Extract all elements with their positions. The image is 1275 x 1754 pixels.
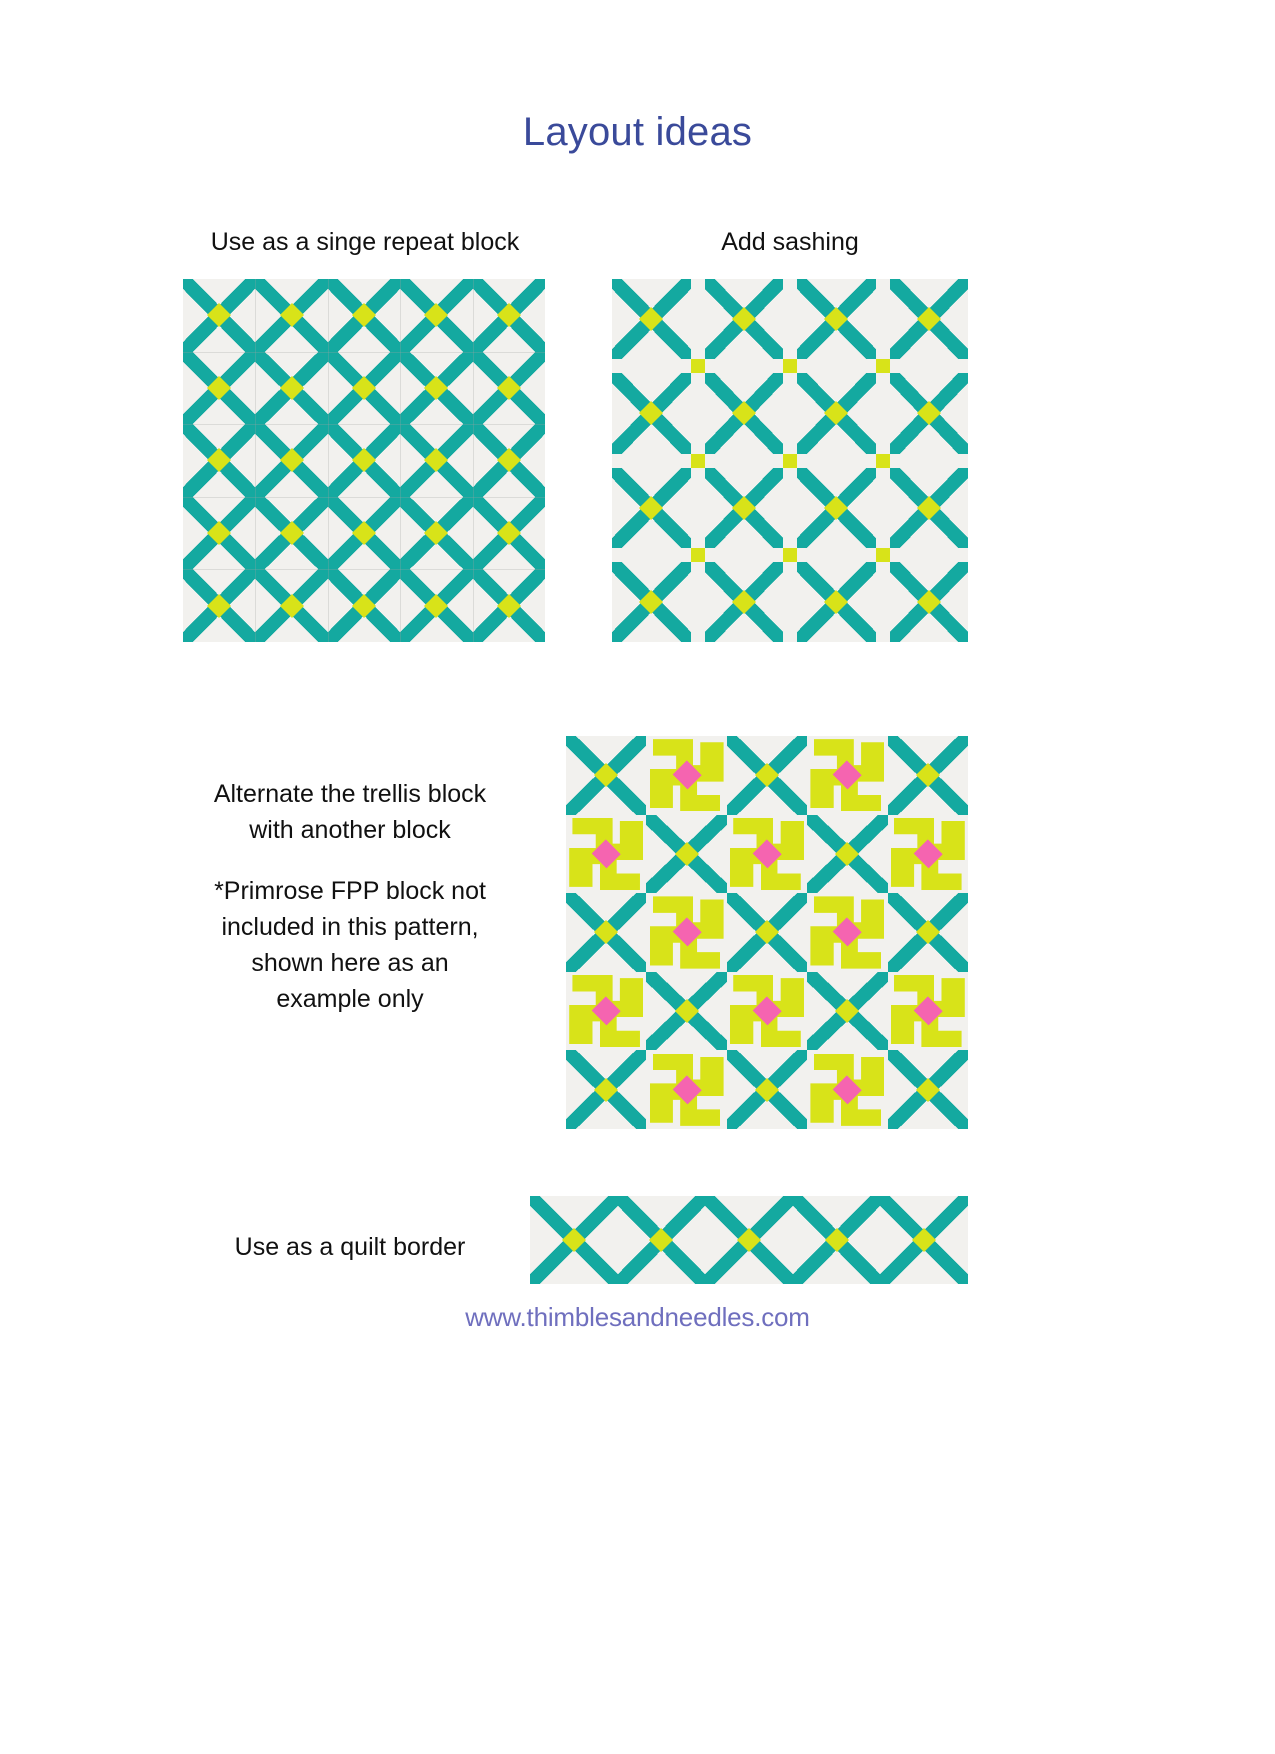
yellow-diamond xyxy=(207,303,231,327)
trellis-x-block xyxy=(705,468,784,548)
yellow-cornerstone xyxy=(691,359,705,373)
quilt-grid-alternate xyxy=(566,736,968,1129)
yellow-diamond xyxy=(825,1228,849,1252)
yellow-cornerstone xyxy=(691,454,705,468)
trellis-x-block xyxy=(727,893,807,972)
primrose-fpp-block xyxy=(807,736,887,815)
yellow-diamond xyxy=(824,401,848,425)
sashing-strip xyxy=(691,279,705,359)
yellow-diamond xyxy=(732,496,756,520)
primrose-fpp-block xyxy=(646,893,726,972)
trellis-x-block xyxy=(566,893,646,972)
trellis-x-block xyxy=(255,497,327,570)
yellow-cornerstone xyxy=(783,359,797,373)
sashing-strip xyxy=(890,548,969,562)
seam-line xyxy=(183,424,545,425)
trellis-x-block xyxy=(328,279,400,352)
trellis-x-block xyxy=(566,736,646,815)
yellow-diamond xyxy=(649,1228,673,1252)
trellis-x-block xyxy=(793,1196,881,1284)
primrose-fpp-block xyxy=(566,972,646,1051)
trellis-x-block xyxy=(705,562,784,642)
yellow-cornerstone xyxy=(876,454,890,468)
trellis-x-block xyxy=(473,352,545,425)
trellis-x-block xyxy=(705,279,784,359)
yellow-cornerstone xyxy=(783,454,797,468)
yellow-diamond xyxy=(352,448,376,472)
sashing-strip xyxy=(890,359,969,373)
yellow-diamond xyxy=(916,1078,940,1102)
yellow-diamond xyxy=(917,401,941,425)
yellow-diamond xyxy=(352,376,376,400)
trellis-x-block xyxy=(797,373,876,453)
primrose-fpp-block xyxy=(888,815,968,894)
sashing-strip xyxy=(612,359,691,373)
caption-note-line-2: included in this pattern, xyxy=(221,912,479,941)
primrose-fpp-block xyxy=(727,815,807,894)
yellow-diamond xyxy=(917,307,941,331)
trellis-x-block xyxy=(400,497,472,570)
trellis-x-block xyxy=(473,424,545,497)
yellow-diamond xyxy=(594,1078,618,1102)
yellow-diamond xyxy=(280,303,304,327)
yellow-diamond xyxy=(835,842,859,866)
page-title: Layout ideas xyxy=(522,110,753,154)
primrose-fpp-block xyxy=(807,893,887,972)
trellis-x-block xyxy=(183,497,255,570)
trellis-x-block xyxy=(400,279,472,352)
trellis-x-block xyxy=(727,736,807,815)
caption-spacer xyxy=(140,849,560,873)
sashing-strip xyxy=(876,468,890,548)
quilt-diagram-alternate xyxy=(566,736,968,1129)
sashing-strip xyxy=(783,279,797,359)
sashing-strip xyxy=(890,454,969,468)
yellow-diamond xyxy=(497,303,521,327)
trellis-x-block xyxy=(328,424,400,497)
sashing-strip xyxy=(876,562,890,642)
yellow-diamond xyxy=(207,521,231,545)
trellis-x-block xyxy=(888,893,968,972)
yellow-cornerstone xyxy=(876,548,890,562)
seam-line xyxy=(255,279,256,642)
yellow-diamond xyxy=(352,303,376,327)
trellis-x-block xyxy=(183,569,255,642)
primrose-fpp-block xyxy=(807,1050,887,1129)
yellow-diamond xyxy=(824,590,848,614)
yellow-diamond xyxy=(732,307,756,331)
sashing-strip xyxy=(783,562,797,642)
trellis-x-block xyxy=(328,569,400,642)
sashing-cornerstone xyxy=(876,359,890,373)
yellow-diamond xyxy=(639,590,663,614)
sashing-strip xyxy=(705,548,784,562)
trellis-x-block xyxy=(880,1196,968,1284)
trellis-x-block xyxy=(705,1196,793,1284)
yellow-diamond xyxy=(497,448,521,472)
trellis-x-block xyxy=(612,562,691,642)
sashing-strip xyxy=(876,279,890,359)
caption-alternate-line-2: with another block xyxy=(249,816,451,845)
trellis-x-block xyxy=(646,972,726,1051)
trellis-x-block xyxy=(255,424,327,497)
yellow-diamond xyxy=(424,376,448,400)
sashing-strip xyxy=(797,359,876,373)
yellow-diamond xyxy=(424,521,448,545)
yellow-diamond xyxy=(755,1078,779,1102)
yellow-diamond xyxy=(755,763,779,787)
yellow-diamond xyxy=(824,307,848,331)
seam-line xyxy=(328,279,329,642)
trellis-x-block xyxy=(473,279,545,352)
sashing-strip xyxy=(691,373,705,453)
yellow-diamond xyxy=(675,842,699,866)
primrose-fpp-block xyxy=(646,1050,726,1129)
yellow-diamond xyxy=(835,999,859,1023)
sashing-strip xyxy=(783,468,797,548)
trellis-x-block xyxy=(530,1196,618,1284)
quilt-diagram-sashing xyxy=(612,279,968,642)
primrose-fpp-block xyxy=(646,736,726,815)
sashing-strip xyxy=(876,373,890,453)
sashing-cornerstone xyxy=(876,454,890,468)
yellow-diamond xyxy=(824,496,848,520)
trellis-x-block xyxy=(255,569,327,642)
sashing-strip xyxy=(797,548,876,562)
yellow-diamond xyxy=(594,920,618,944)
quilt-diagram-border xyxy=(530,1196,968,1284)
sashing-cornerstone xyxy=(691,548,705,562)
sashing-cornerstone xyxy=(783,359,797,373)
yellow-diamond xyxy=(732,401,756,425)
yellow-diamond xyxy=(424,303,448,327)
quilt-grid-border xyxy=(530,1196,968,1284)
sashing-cornerstone xyxy=(876,548,890,562)
trellis-x-block xyxy=(328,352,400,425)
trellis-x-block xyxy=(255,352,327,425)
yellow-diamond xyxy=(352,521,376,545)
sashing-cornerstone xyxy=(691,359,705,373)
yellow-diamond xyxy=(912,1228,936,1252)
caption-note-line-1: *Primrose FPP block not xyxy=(214,876,486,905)
quilt-diagram-single-repeat xyxy=(183,279,545,642)
yellow-diamond xyxy=(639,307,663,331)
sashing-cornerstone xyxy=(691,454,705,468)
sashing-strip xyxy=(691,562,705,642)
yellow-diamond xyxy=(352,594,376,618)
yellow-diamond xyxy=(207,594,231,618)
trellis-x-block xyxy=(473,497,545,570)
yellow-diamond xyxy=(917,590,941,614)
trellis-x-block xyxy=(797,562,876,642)
yellow-diamond xyxy=(594,763,618,787)
yellow-diamond xyxy=(280,448,304,472)
sashing-strip xyxy=(797,454,876,468)
sashing-strip xyxy=(783,373,797,453)
trellis-x-block xyxy=(727,1050,807,1129)
yellow-diamond xyxy=(639,496,663,520)
yellow-diamond xyxy=(207,448,231,472)
yellow-diamond xyxy=(280,594,304,618)
sashing-strip xyxy=(612,548,691,562)
trellis-x-block xyxy=(705,373,784,453)
sashing-cornerstone xyxy=(783,548,797,562)
primrose-fpp-block xyxy=(566,815,646,894)
yellow-diamond xyxy=(639,401,663,425)
yellow-diamond xyxy=(917,496,941,520)
trellis-x-block xyxy=(400,569,472,642)
trellis-x-block xyxy=(612,279,691,359)
yellow-diamond xyxy=(497,521,521,545)
quilt-grid-single xyxy=(183,279,545,642)
yellow-diamond xyxy=(424,594,448,618)
yellow-diamond xyxy=(732,590,756,614)
seam-line xyxy=(183,352,545,353)
yellow-diamond xyxy=(497,594,521,618)
caption-alternate-block xyxy=(140,776,560,1018)
trellis-x-block xyxy=(183,352,255,425)
yellow-diamond xyxy=(755,920,779,944)
yellow-cornerstone xyxy=(783,548,797,562)
trellis-x-block xyxy=(612,468,691,548)
sashing-strip xyxy=(705,454,784,468)
trellis-x-block xyxy=(888,736,968,815)
seam-line xyxy=(473,279,474,642)
trellis-x-block xyxy=(618,1196,706,1284)
seam-line xyxy=(183,569,545,570)
yellow-diamond xyxy=(207,376,231,400)
yellow-diamond xyxy=(737,1228,761,1252)
trellis-x-block xyxy=(255,279,327,352)
yellow-diamond xyxy=(916,920,940,944)
trellis-x-block xyxy=(183,279,255,352)
yellow-diamond xyxy=(280,376,304,400)
yellow-diamond xyxy=(562,1228,586,1252)
yellow-diamond xyxy=(497,376,521,400)
yellow-cornerstone xyxy=(691,548,705,562)
caption-note-line-4: example only xyxy=(276,985,424,1014)
caption-quilt-border: Use as a quilt border xyxy=(234,1233,466,1261)
primrose-fpp-block xyxy=(888,972,968,1051)
trellis-x-block xyxy=(888,1050,968,1129)
trellis-x-block xyxy=(890,468,969,548)
trellis-x-block xyxy=(328,497,400,570)
yellow-cornerstone xyxy=(876,359,890,373)
caption-note-line-3: shown here as an xyxy=(251,949,449,977)
sashing-cornerstone xyxy=(783,454,797,468)
caption-alternate-line-1: Alternate the trellis block xyxy=(213,780,487,808)
seam-line xyxy=(183,497,545,498)
trellis-x-block xyxy=(566,1050,646,1129)
caption-single-repeat: Use as a singe repeat block xyxy=(210,228,520,256)
trellis-x-block xyxy=(890,562,969,642)
website-url: www.thimblesandneedles.com xyxy=(465,1302,810,1332)
quilt-grid-sashing xyxy=(612,279,968,642)
yellow-diamond xyxy=(280,521,304,545)
yellow-diamond xyxy=(675,999,699,1023)
trellis-x-block xyxy=(473,569,545,642)
primrose-fpp-block xyxy=(727,972,807,1051)
caption-add-sashing: Add sashing xyxy=(721,228,859,256)
trellis-x-block xyxy=(890,373,969,453)
yellow-diamond xyxy=(424,448,448,472)
trellis-x-block xyxy=(797,279,876,359)
sashing-strip xyxy=(705,359,784,373)
trellis-x-block xyxy=(807,972,887,1051)
trellis-x-block xyxy=(646,815,726,894)
trellis-x-block xyxy=(183,424,255,497)
trellis-x-block xyxy=(400,424,472,497)
trellis-x-block xyxy=(400,352,472,425)
sashing-strip xyxy=(612,454,691,468)
trellis-x-block xyxy=(612,373,691,453)
trellis-x-block xyxy=(807,815,887,894)
sashing-strip xyxy=(691,468,705,548)
yellow-diamond xyxy=(916,763,940,787)
seam-line xyxy=(400,279,401,642)
trellis-x-block xyxy=(890,279,969,359)
trellis-x-block xyxy=(797,468,876,548)
